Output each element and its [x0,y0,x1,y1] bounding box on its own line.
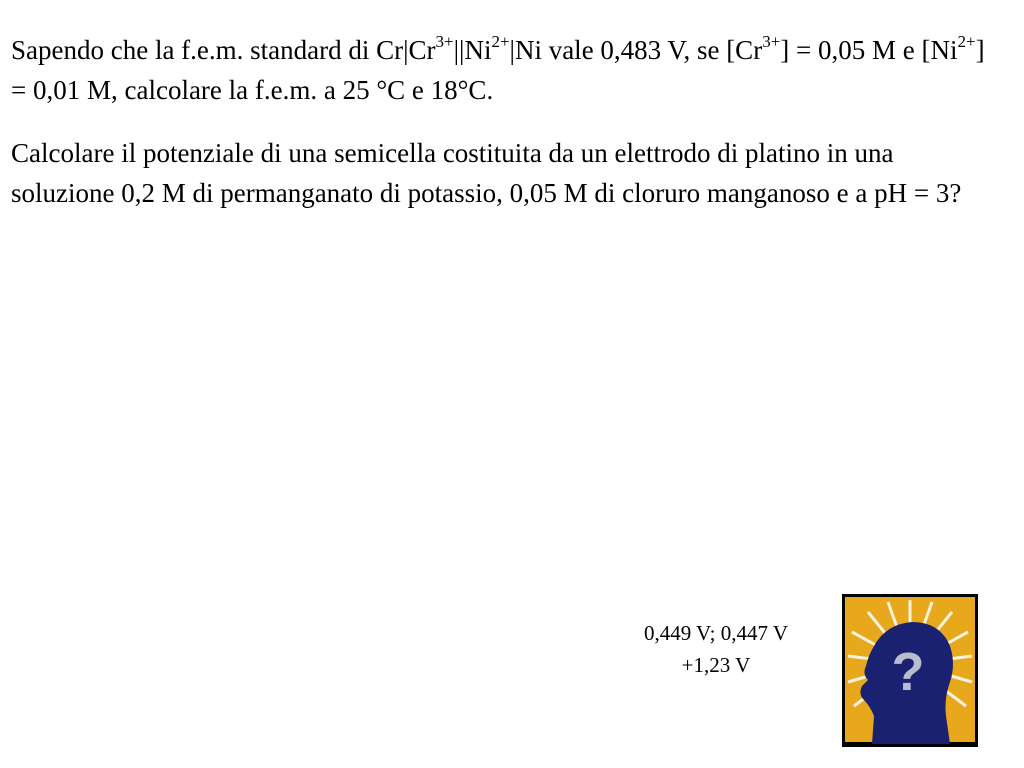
answer-1: 0,449 V; 0,447 V [643,621,789,645]
superscript: 2+ [957,32,976,51]
exercise-1-text [11,30,996,110]
text-segment: ] = 0,01 M, calcolare la f.e.m. a 25 °C e 18°C. [11,35,985,105]
text-segment: ||Ni [453,35,492,65]
exercise-2-text: Calcolare il potenziale di una semicella costituita da un elettrodo di platino in una soluzione 0,2 M di permanganato di potassio, 0,05 M di cloruro manganoso e a pH = 3? [11,138,962,208]
superscript: 2+ [491,32,510,51]
question-mark: ? [891,642,925,702]
question-head-icon [842,594,978,747]
answers [600,617,832,681]
text-segment: |Ni vale 0,483 V, se [Cr [509,35,763,65]
superscript: 3+ [435,32,454,51]
superscript: 3+ [762,32,781,51]
answer-2: +1,23 V [681,653,751,677]
text-segment: Sapendo che la f.e.m. standard di Cr|Cr [11,35,436,65]
text-segment: ] = 0,05 M e [Ni [780,35,958,65]
